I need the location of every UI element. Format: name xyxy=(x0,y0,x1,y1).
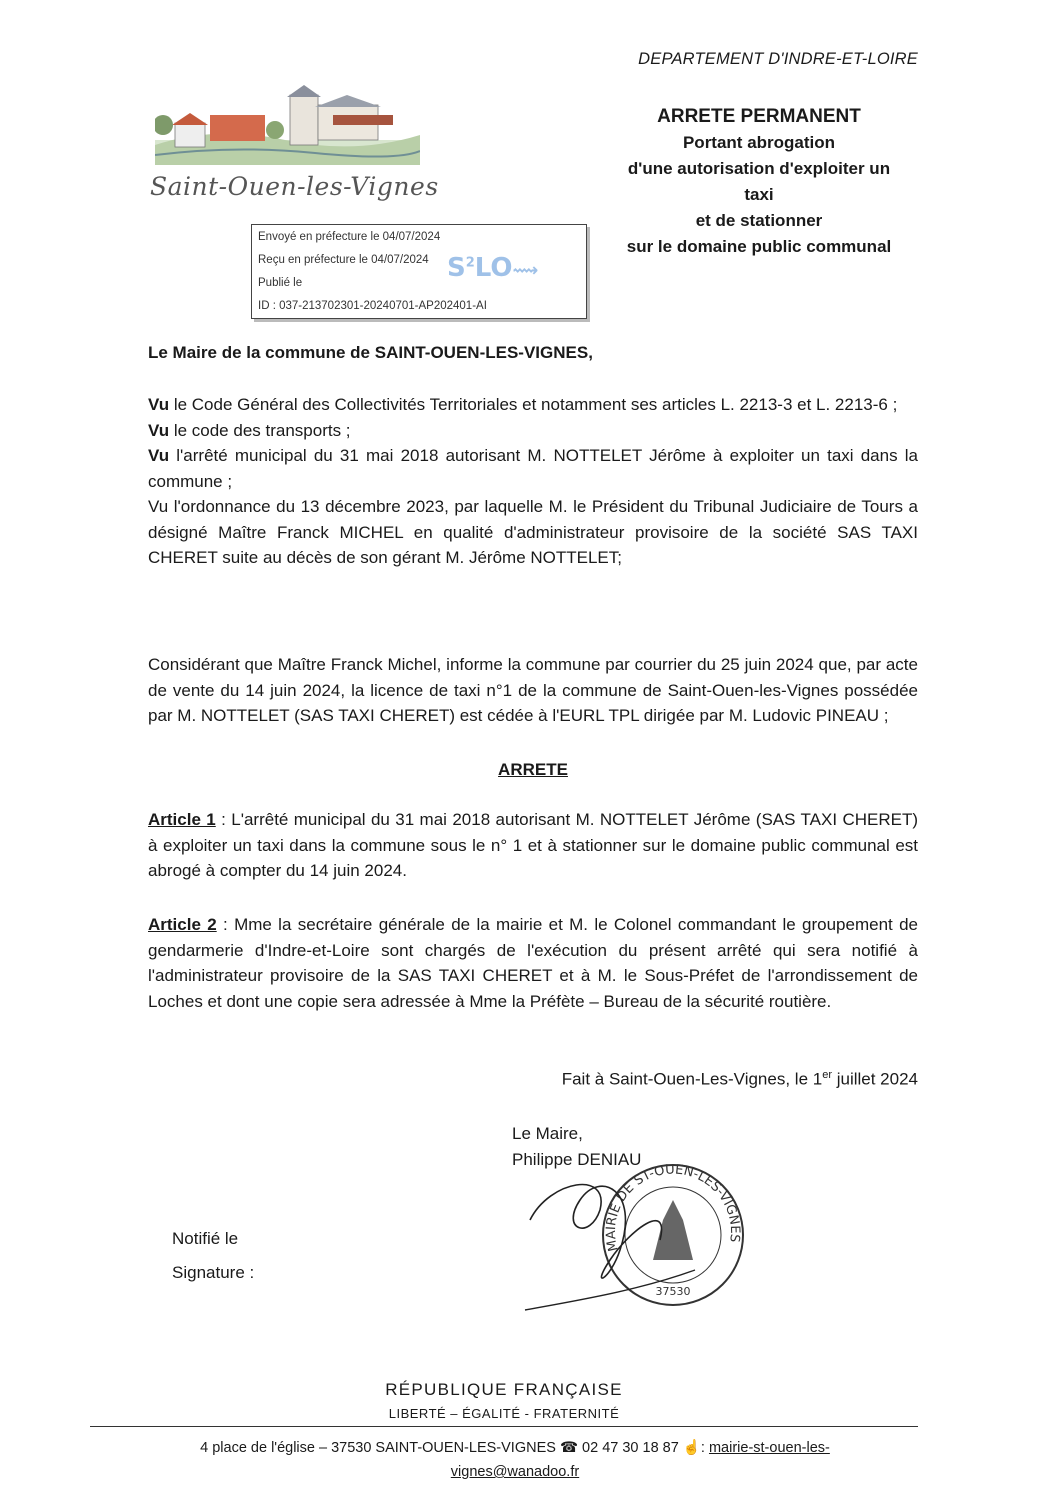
footer-contact xyxy=(140,1436,890,1484)
stamp-id: ID : 037-213702301-20240701-AP202401-AI xyxy=(258,300,487,312)
footer-divider xyxy=(90,1426,918,1427)
place-date: Fait à Saint-Ouen-Les-Vignes, le 1er juillet 2024 xyxy=(561,1069,918,1089)
phone-icon: ☎ xyxy=(559,1440,579,1456)
stamp-published: Publié le xyxy=(258,277,303,289)
mayor-role: Le Maire, xyxy=(512,1124,583,1143)
recital-4: Vu l'ordonnance du 13 décembre 2023, par laquelle M. le Président du Tribunal Judiciaire de Tours a désigné Maître Franck MICHEL en qualité d'administrateur provisoire de la société SAS TAXI CHERET suite au décès de son gérant M. Jérôme NOTTELET; xyxy=(148,497,918,567)
decree-subtitle-4: et de stationner xyxy=(695,211,823,230)
decree-title-block xyxy=(600,104,918,260)
s2lo-logo: $S^2LO⟿$ xyxy=(447,253,539,283)
handwritten-signature xyxy=(520,1160,700,1320)
stamp-sent: Envoyé en préfecture le 04/07/2024 xyxy=(258,231,441,243)
signature-label: Signature : xyxy=(172,1263,255,1282)
footer-address: 4 place de l'église – 37530 SAINT-OUEN-LES-VIGNES xyxy=(200,1440,556,1456)
decree-subtitle-1: Portant abrogation xyxy=(682,133,836,152)
stamp-received: Reçu en préfecture le 04/07/2024 xyxy=(258,254,429,266)
republic-label: RÉPUBLIQUE FRANÇAISE xyxy=(385,1380,623,1399)
mayor-intro: Le Maire de la commune de SAINT-OUEN-LES-VIGNES, xyxy=(148,343,593,362)
republic-motto: LIBERTÉ – ÉGALITÉ - FRATERNITÉ xyxy=(388,1406,620,1421)
decree-subtitle-5: sur le domaine public communal xyxy=(626,237,892,256)
recital-1: Vu le Code Général des Collectivités Territoriales et notamment ses articles L. 2213-3 et L. 2213-6 ; xyxy=(148,395,898,414)
arrete-heading: ARRETE xyxy=(498,760,568,779)
department-label: DEPARTEMENT D'INDRE-ET-LOIRE xyxy=(638,50,918,68)
email-link-continued[interactable]: vignes@wanadoo.fr xyxy=(450,1464,580,1480)
recitals-block xyxy=(148,392,918,571)
considering-paragraph: Considérant que Maître Franck Michel, informe la commune par courrier du 25 juin 2024 que, par acte de vente du 14 juin 2024, la licence de taxi n°1 de la commune de Saint-Ouen-les-Vignes possédée par M. NOTTELET (SAS TAXI CHERET) est cédée à l'EURL TPL dirigée par M. Ludovic PINEAU ; xyxy=(148,655,918,725)
prefecture-stamp xyxy=(251,224,587,319)
footer-phone: 02 47 30 18 87 xyxy=(582,1440,679,1456)
recital-3: Vu l'arrêté municipal du 31 mai 2018 autorisant M. NOTTELET Jérôme à exploiter un taxi dans la commune ; xyxy=(148,446,918,491)
svg-text:37530: 37530 xyxy=(655,1285,691,1298)
recital-2: Vu le code des transports ; xyxy=(148,420,351,440)
article-1-label: Article 1 xyxy=(148,810,216,829)
decree-subtitle-2: d'une autorisation d'exploiter un xyxy=(627,159,891,178)
article-1: Article 1 : L'arrêté municipal du 31 mai 2018 autorisant M. NOTTELET Jérôme (SAS TAXI CHERET) à exploiter un taxi dans la commune sous le n° 1 et à stationner sur le domaine public communal est abrogé à compter du 14 juin 2024. xyxy=(148,810,919,880)
pointer-icon: ☝: xyxy=(682,1440,705,1456)
town-name-script: Saint-Ouen-les-Vignes xyxy=(150,172,439,201)
notification-block xyxy=(172,1222,254,1290)
article-2-label: Article 2 xyxy=(148,915,217,934)
article-2: Article 2 : Mme la secrétaire générale de la mairie et M. le Colonel commandant le groupement de gendarmerie d'Indre-et-Loire sont chargés de l'exécution du présent arrêté qui sera notifié à l'administrateur provisoire de la SAS TAXI CHERET et à M. le Sous-Préfet de l'arrondissement de Loches et dont une copie sera adressée à Mme la Préfète – Bureau de la sécurité routière. xyxy=(148,915,918,1011)
email-link[interactable]: mairie-st-ouen-les- xyxy=(708,1440,830,1456)
town-logo-illustration xyxy=(155,85,420,165)
svg-text:MAIRIE DE ST-OUEN-LES-VIGNES: MAIRIE DE ST-OUEN-LES-VIGNES xyxy=(603,1162,743,1253)
decree-title: ARRETE PERMANENT xyxy=(657,106,861,127)
notified-label: Notifié le xyxy=(172,1229,239,1248)
decree-subtitle-3: taxi xyxy=(744,185,774,204)
mayor-name: Philippe DENIAU xyxy=(512,1150,642,1169)
